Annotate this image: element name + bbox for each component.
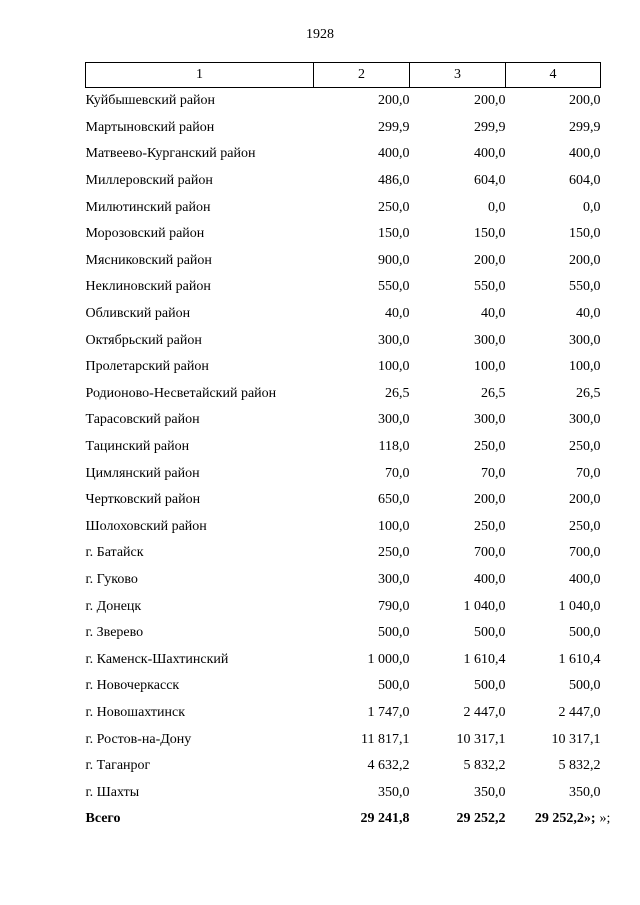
row-col3: 100,0 — [474, 359, 506, 375]
table-row — [86, 673, 601, 700]
row-col4: 299,9 — [569, 119, 601, 135]
table-row — [86, 274, 601, 301]
row-col4: 26,5 — [576, 385, 601, 401]
row-name: Тацинский район — [85, 439, 190, 455]
row-name: Милютинский район — [85, 199, 211, 215]
table-row — [86, 540, 601, 567]
row-col3: 250,0 — [474, 518, 506, 534]
table-row — [86, 354, 601, 381]
table-row — [86, 487, 601, 514]
row-name: Матвеево-Курганский район — [85, 146, 256, 162]
row-col2: 70,0 — [385, 465, 410, 481]
row-name: Октябрьский район — [85, 332, 202, 348]
row-col4: 70,0 — [576, 465, 601, 481]
row-col4: 400,0 — [569, 571, 601, 587]
row-col4: 5 832,2 — [558, 758, 601, 774]
table-row — [86, 753, 601, 780]
table-row — [86, 301, 601, 328]
row-col3: 300,0 — [474, 412, 506, 428]
table-row — [86, 779, 601, 806]
row-col3: 70,0 — [481, 465, 506, 481]
row-name: Родионово-Несветайский район — [85, 385, 277, 401]
row-col4: 2 447,0 — [558, 704, 601, 720]
total-col4 — [506, 806, 611, 833]
row-name: Шолоховский район — [85, 518, 207, 534]
appendix-table — [85, 62, 611, 833]
row-col4: 550,0 — [569, 279, 601, 295]
row-name: г. Новошахтинск — [85, 704, 186, 720]
row-col2: 400,0 — [378, 146, 410, 162]
row-col4: 1 610,4 — [558, 651, 601, 667]
row-col3: 26,5 — [481, 385, 506, 401]
row-col2: 1 747,0 — [367, 704, 410, 720]
row-col2: 500,0 — [378, 625, 410, 641]
total-col2: 29 241,8 — [360, 811, 410, 827]
table-row — [86, 88, 601, 115]
row-col2: 550,0 — [378, 279, 410, 295]
row-col2: 118,0 — [378, 439, 410, 455]
row-name: г. Таганрог — [85, 758, 151, 774]
row-name: Обливский район — [85, 306, 191, 322]
row-col2: 790,0 — [378, 598, 410, 614]
row-col4: 0,0 — [583, 199, 601, 215]
column-header-3: 3 — [410, 63, 506, 88]
row-col4: 150,0 — [569, 226, 601, 242]
table-row — [86, 726, 601, 753]
table-header-row — [86, 63, 601, 88]
row-col4: 200,0 — [569, 93, 601, 109]
column-header-4: 4 — [506, 63, 601, 88]
row-col4: 300,0 — [569, 332, 601, 348]
total-col3: 29 252,2 — [456, 811, 506, 827]
row-name: г. Донецк — [85, 598, 142, 614]
row-name: г. Гуково — [85, 571, 138, 587]
row-name: г. Батайск — [85, 545, 144, 561]
table-row — [86, 194, 601, 221]
row-name: г. Ростов-на-Дону — [85, 731, 192, 747]
table-row — [86, 221, 601, 248]
row-col3: 550,0 — [474, 279, 506, 295]
row-col2: 150,0 — [378, 226, 410, 242]
row-col2: 300,0 — [378, 412, 410, 428]
total-label: Всего — [85, 811, 121, 827]
row-name: Неклиновский район — [85, 279, 211, 295]
row-col4: 200,0 — [569, 492, 601, 508]
row-col2: 486,0 — [378, 173, 410, 189]
row-col2: 650,0 — [378, 492, 410, 508]
table-row — [86, 168, 601, 195]
row-name: Пролетарский район — [85, 359, 209, 375]
table-row — [86, 381, 601, 408]
row-col2: 300,0 — [378, 332, 410, 348]
total-col4-value: 29 252,2»; — [534, 811, 596, 827]
column-header-1: 1 — [86, 63, 314, 88]
row-col4: 400,0 — [569, 146, 601, 162]
row-col4: 250,0 — [569, 518, 601, 534]
column-header-2: 2 — [314, 63, 410, 88]
row-col2: 250,0 — [378, 199, 410, 215]
table-row — [86, 514, 601, 541]
row-col4: 1 040,0 — [558, 598, 601, 614]
row-col4: 40,0 — [576, 306, 601, 322]
total-row — [86, 806, 601, 833]
row-col4: 700,0 — [569, 545, 601, 561]
row-col2: 500,0 — [378, 678, 410, 694]
row-col2: 350,0 — [378, 784, 410, 800]
row-col3: 500,0 — [474, 625, 506, 641]
closing-quote-mark: »; — [599, 811, 611, 827]
row-name: Мясниковский район — [85, 252, 212, 268]
row-col3: 250,0 — [474, 439, 506, 455]
row-name: Морозовский район — [85, 226, 205, 242]
row-name: Чертковский район — [85, 492, 201, 508]
row-col2: 11 817,1 — [361, 731, 410, 747]
row-col4: 500,0 — [569, 625, 601, 641]
row-col4: 200,0 — [569, 252, 601, 268]
table-row — [86, 115, 601, 142]
row-name: Цимлянский район — [85, 465, 200, 481]
row-col2: 299,9 — [378, 119, 410, 135]
row-col3: 150,0 — [474, 226, 506, 242]
row-col3: 5 832,2 — [463, 758, 506, 774]
table-row — [86, 460, 601, 487]
row-col3: 350,0 — [474, 784, 506, 800]
row-col2: 300,0 — [378, 571, 410, 587]
row-col2: 26,5 — [385, 385, 410, 401]
row-col3: 700,0 — [474, 545, 506, 561]
row-col2: 1 000,0 — [367, 651, 410, 667]
table-row — [86, 593, 601, 620]
table-row — [86, 327, 601, 354]
table-row — [86, 620, 601, 647]
row-col2: 900,0 — [378, 252, 410, 268]
row-col2: 250,0 — [378, 545, 410, 561]
row-name: Куйбышевский район — [85, 93, 216, 109]
row-col3: 500,0 — [474, 678, 506, 694]
row-name: Миллеровский район — [85, 173, 213, 189]
row-name: Мартыновский район — [85, 119, 215, 135]
row-col4: 10 317,1 — [551, 731, 601, 747]
row-col2: 100,0 — [378, 518, 410, 534]
row-name: г. Шахты — [85, 784, 140, 800]
row-col3: 200,0 — [474, 492, 506, 508]
row-col4: 300,0 — [569, 412, 601, 428]
row-col3: 299,9 — [474, 119, 506, 135]
row-col4: 604,0 — [569, 173, 601, 189]
row-col2: 4 632,2 — [367, 758, 410, 774]
row-col3: 200,0 — [474, 93, 506, 109]
row-col3: 400,0 — [474, 571, 506, 587]
row-col3: 604,0 — [474, 173, 506, 189]
row-name: Тарасовский район — [85, 412, 200, 428]
row-col3: 200,0 — [474, 252, 506, 268]
table-row — [86, 567, 601, 594]
row-col3: 300,0 — [474, 332, 506, 348]
table-row — [86, 407, 601, 434]
table-row — [86, 248, 601, 275]
table-row — [86, 700, 601, 727]
row-col3: 1 040,0 — [463, 598, 506, 614]
row-col2: 40,0 — [385, 306, 410, 322]
row-col3: 0,0 — [488, 199, 506, 215]
table-row — [86, 141, 601, 168]
row-col3: 2 447,0 — [463, 704, 506, 720]
row-col4: 350,0 — [569, 784, 601, 800]
table-row — [86, 646, 601, 673]
row-name: г. Каменск-Шахтинский — [85, 651, 229, 667]
row-name: г. Зверево — [85, 625, 144, 641]
row-col4: 250,0 — [569, 439, 601, 455]
row-col3: 400,0 — [474, 146, 506, 162]
row-col3: 1 610,4 — [463, 651, 506, 667]
page-number: 1928 — [306, 27, 334, 42]
table-body — [86, 88, 601, 807]
row-col2: 200,0 — [378, 93, 410, 109]
row-col3: 10 317,1 — [456, 731, 506, 747]
row-col4: 500,0 — [569, 678, 601, 694]
table-row — [86, 434, 601, 461]
row-col3: 40,0 — [481, 306, 506, 322]
row-col2: 100,0 — [378, 359, 410, 375]
row-col4: 100,0 — [569, 359, 601, 375]
row-name: г. Новочеркасск — [85, 678, 180, 694]
